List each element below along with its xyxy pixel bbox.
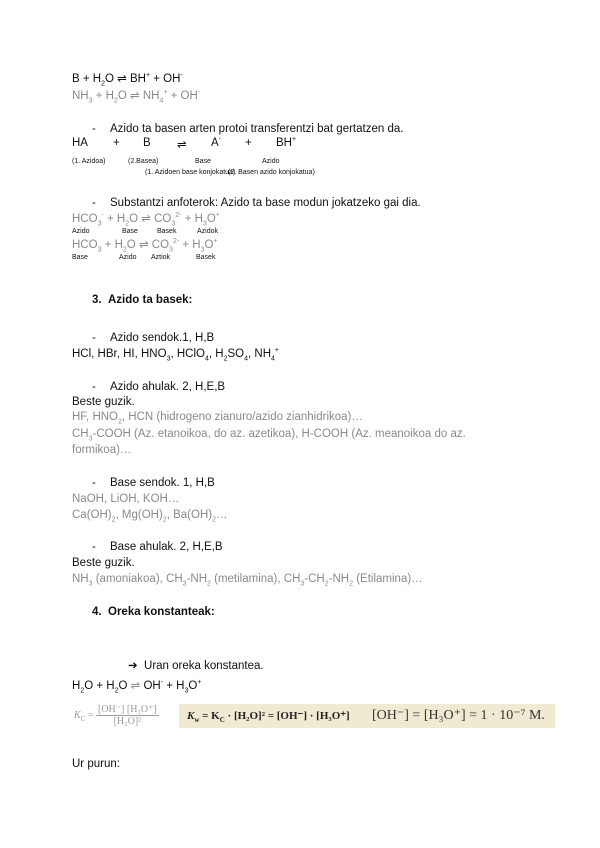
kc-formula: $K_C$ = $\frac{\text{[OH⁻] [H₃O⁺]}}{\text{[H₂O]²}}$: [74, 704, 157, 727]
bullet-weak-bases: - Base ahulak. 2, H,E,B: [92, 541, 223, 553]
strong-acids-list: HCl, HBr, HI, $HNO_3$, HClO$_4$, $H_2SO_4$, $NH_4^+$: [72, 347, 280, 363]
equilibrium-arrow-icon: ⇌: [130, 680, 141, 692]
equilibrium-arrow-icon: ⇌: [138, 239, 149, 251]
bullet-strong-bases: - Base sendok. 1, H,B: [92, 477, 215, 489]
reaction-ammonia: $NH_3 + H_2O$ ⇌ $NH_4^+ + OH^-$: [72, 89, 201, 105]
weak-bases-examples: $NH_3$ (amoniakoa), $CH_3-NH_2$ (metilamina), $CH_3-CH_2-NH_2$ (Etilamina)…: [72, 573, 423, 588]
bullet-amphoteric: - Substantzi anfoterok: Azido ta base modun jokatzeko gai dia.: [92, 197, 421, 209]
equilibrium-arrow-icon: ⇌: [130, 90, 140, 102]
weak-acids-examples-2: $CH_3$-COOH (Az. etanoikoa, do az. azetikoa), H-COOH (Az. meanoikoa do az.: [72, 428, 466, 443]
kw-formula: $K_w = K_C \cdot [H_2O]^2 = [OH^-] \cdot [H_3O^+]$: [187, 710, 350, 725]
bullet-weak-acids: - Azido ahulak. 2, H,E,B: [92, 381, 226, 393]
equilibrium-arrow-icon: ⇌: [177, 139, 187, 151]
water-concentration: [OH⁻] = [H₃O⁺] = 1 · 10⁻⁷ M.: [372, 708, 545, 723]
bullet-strong-acids: - Azido sendok.1, H,B: [92, 332, 215, 344]
pure-water-label: Ur purun:: [72, 758, 120, 770]
weak-acids-rest: Beste guzik.: [72, 396, 135, 408]
weak-acids-examples-1: HF, $HNO_2$, HCN (hidrogeno zianuro/azido zianhidrikoa)…: [72, 411, 363, 426]
section-3-heading: 3. Azido ta basek:: [92, 294, 193, 306]
section-4-heading: 4. Oreka konstanteak:: [92, 606, 215, 618]
water-autoionization: $H_2O + H_2O$ ⇌ $OH^- + H_3O^+$: [72, 679, 202, 695]
strong-bases-examples-2: $Ca(OH)_2$, $Mg(OH)_2$, $Ba(OH)_2\dots$: [72, 509, 228, 524]
equilibrium-arrow-icon: ⇌: [117, 73, 127, 85]
weak-bases-rest: Beste guzik.: [72, 557, 135, 569]
bullet-proton-transfer: - Azido ta basen arten protoi transferentzi bat gertatzen da.: [92, 123, 404, 135]
strong-bases-examples-1: NaOH, LiOH, KOH…: [72, 493, 180, 505]
reaction-b-water: $B + H_2O$ ⇌ BH+ + OH-: [72, 72, 183, 88]
equilibrium-arrow-icon: ⇌: [141, 213, 151, 225]
arrow-item-water-constant: ➔ Uran oreka konstantea.: [128, 660, 264, 672]
right-arrow-icon: ➔: [128, 660, 138, 672]
amphoteric-reaction-2: $HCO_3 + H_2O$ ⇌ $CO_3^{2-} + H_3O^+$: [72, 238, 218, 254]
amphoteric-reaction-1: $HCO_3^- + H_2O$ ⇌ $CO_3^{2-} + H_3O^+$: [72, 212, 220, 228]
weak-acids-examples-3: formikoa)…: [72, 444, 132, 456]
kw-formula-box: [179, 704, 555, 728]
